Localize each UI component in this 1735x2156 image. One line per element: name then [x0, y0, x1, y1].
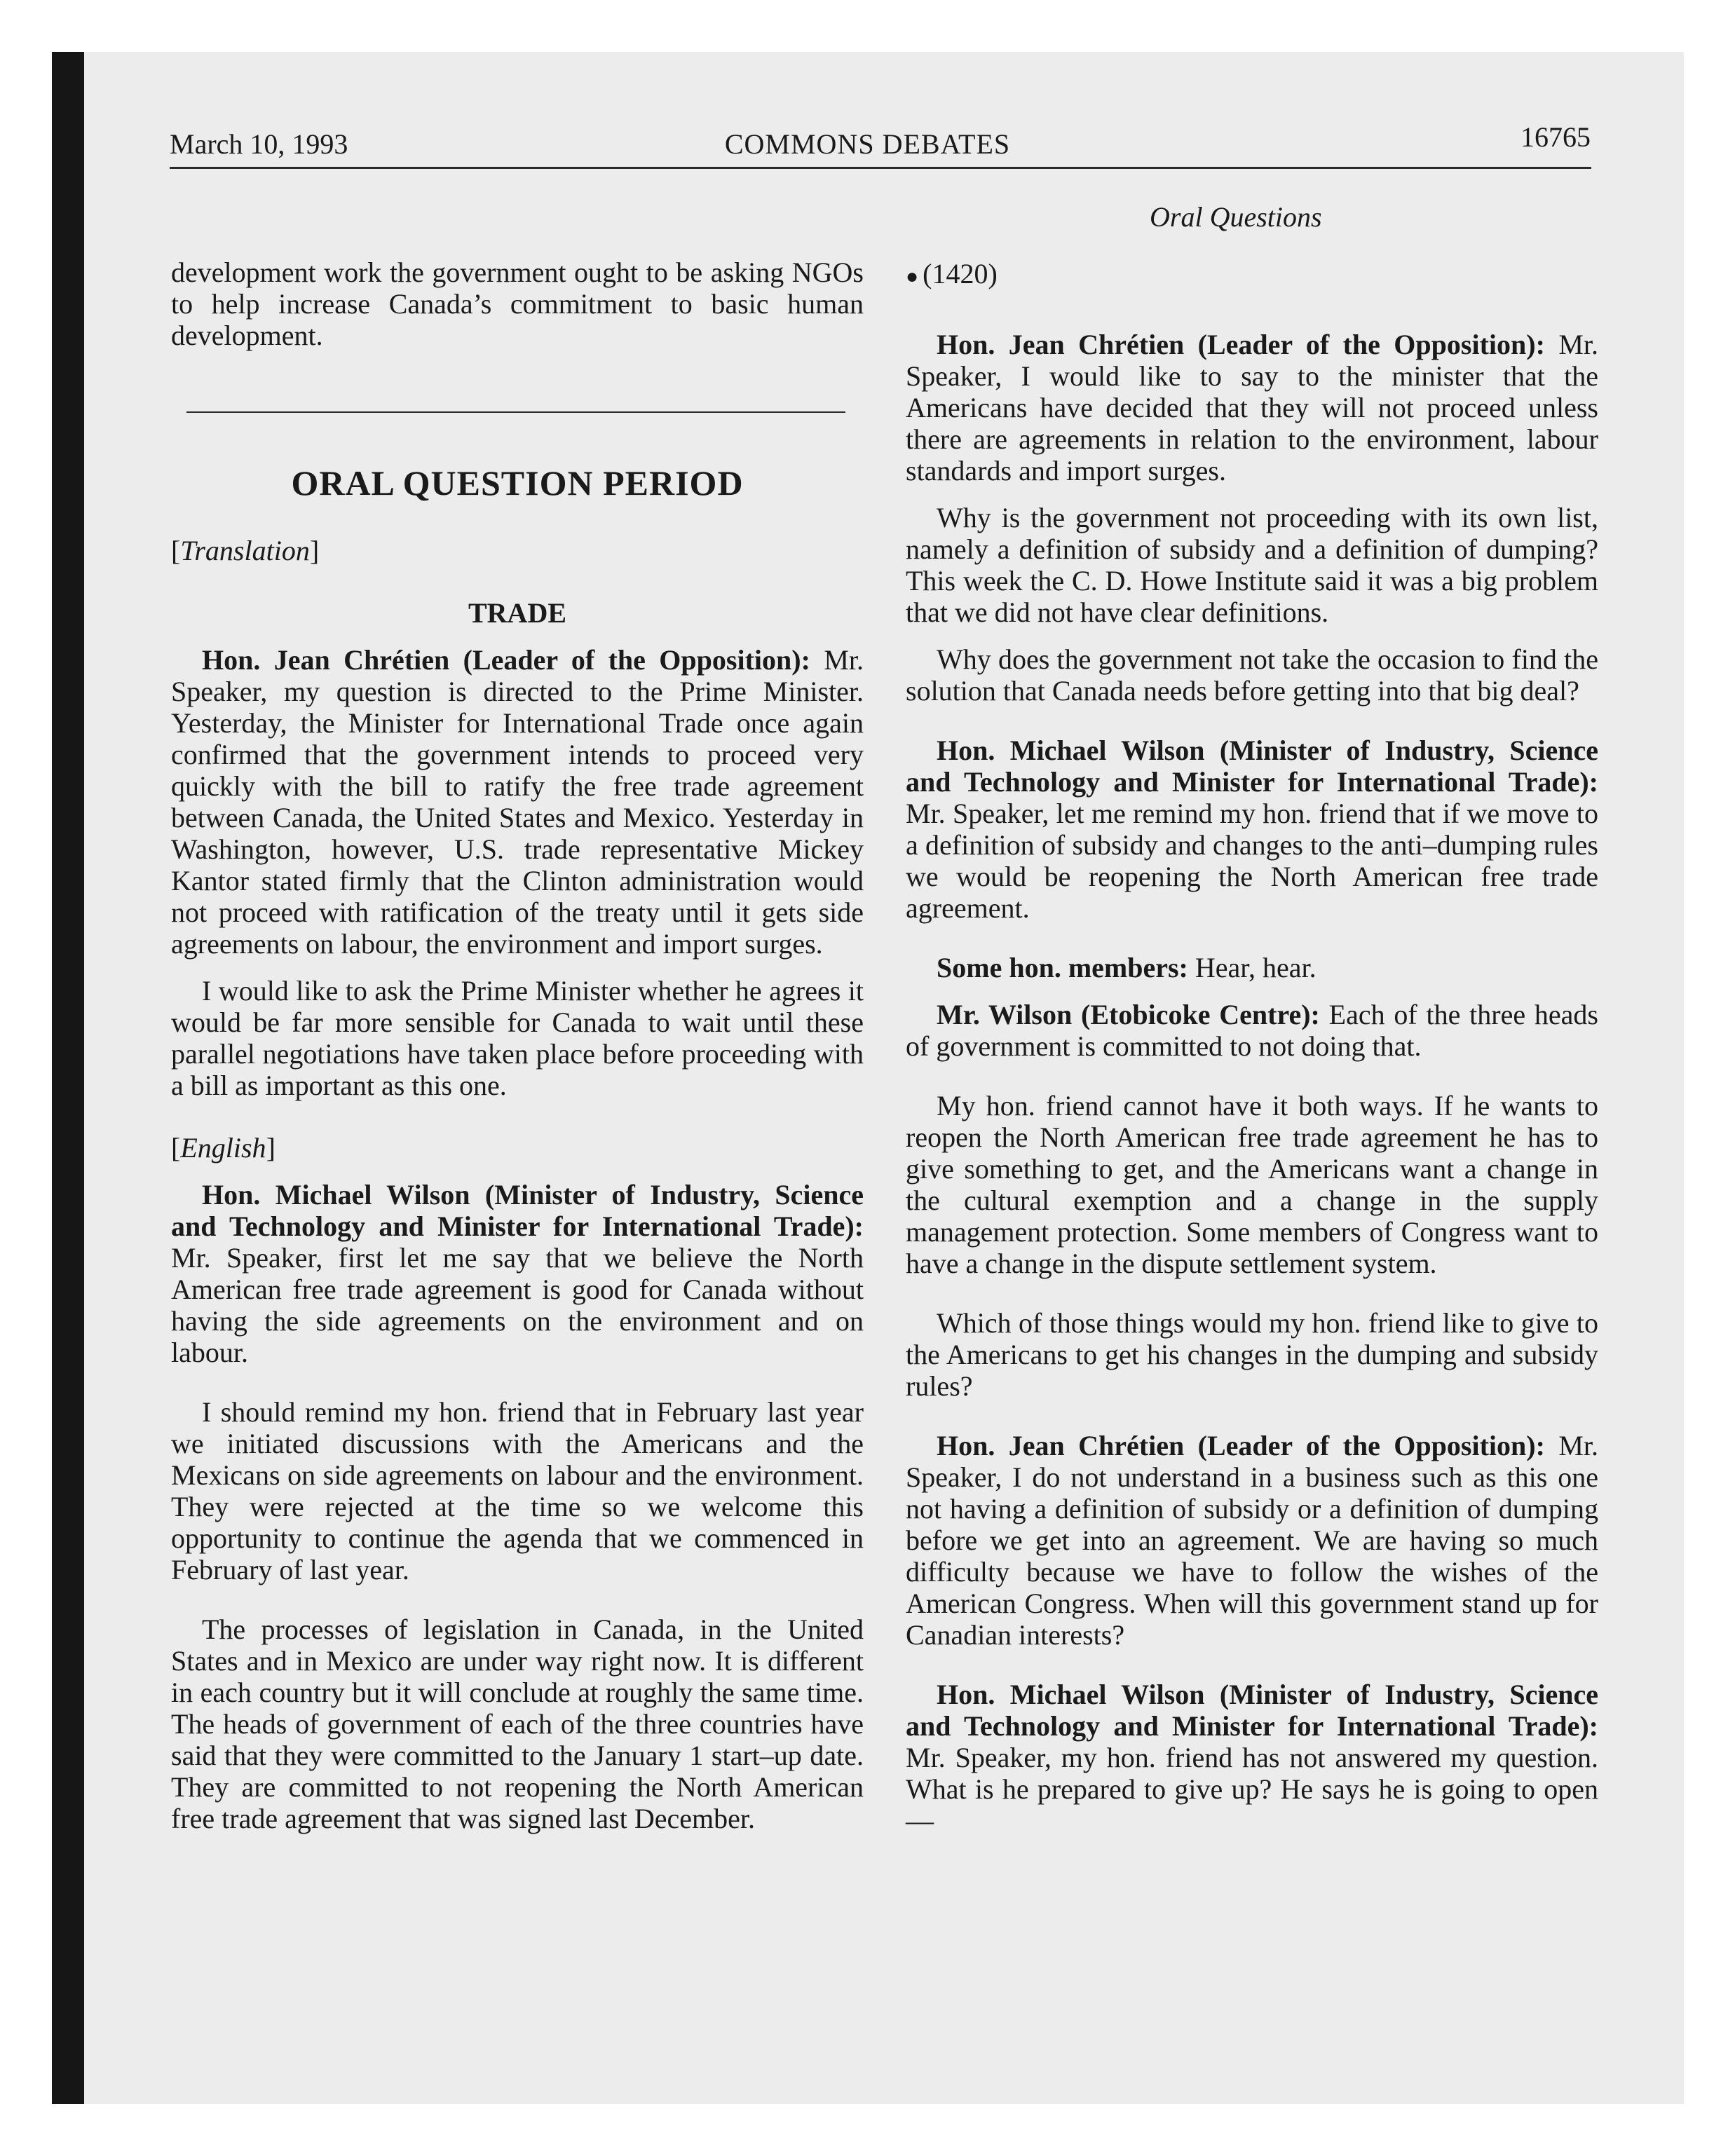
speech-paragraph: I would like to ask the Prime Minister whether he agrees it would be far more sensible for Canada to wait until these parallel negotiations have taken place before proceeding with a bill as important as this one.: [171, 975, 864, 1101]
bullet-icon: ●: [906, 265, 919, 288]
speech-paragraph: The processes of legislation in Canada, in the United States and in Mexico are under way right now. It is different in each country but it will conclude at roughly the same time. The heads of government of each of the three countries have said that they were committed to the January 1 start–up date. They are committed to not reopening the North American free trade agreement that was signed last December.: [171, 1613, 864, 1834]
speech-paragraph: [906, 952, 1598, 983]
section-divider: [186, 411, 845, 413]
speaker-name: Hon. Michael Wilson (Minister of Industry, Science and Technology and Minister for International Trade):: [906, 735, 1598, 798]
speech-text: Mr. Speaker, I would like to say to the minister that the Americans have decided that they will not proceed unless there are agreements in relation to the environment, labour standards and import surges.: [906, 329, 1598, 486]
speech-paragraph: [906, 329, 1598, 486]
speech-paragraph: My hon. friend cannot have it both ways. If he wants to reopen the North American free trade agreement he has to give something to get, and the Americans want a change in the cultural exemption and a change in the supply management protection. Some members of Congress want to have a change in the dispute settlement system.: [906, 1090, 1598, 1279]
speech-paragraph: Why does the government not take the occasion to find the solution that Canada needs before getting into that big deal?: [906, 643, 1598, 707]
speech-text: Each of the three heads of government is committed to not doing that.: [906, 999, 1598, 1062]
timestamp: [906, 258, 1598, 292]
speech-text: Mr. Speaker, let me remind my hon. friend that if we move to a definition of subsidy and changes to the anti–dumping rules we would be reopening the North American free trade agreement.: [906, 798, 1598, 924]
speech-paragraph: [906, 999, 1598, 1062]
right-column: [906, 257, 1598, 1836]
carryover-paragraph: development work the government ought to be asking NGOs to help increase Canada’s commitment to basic human development.: [171, 257, 864, 351]
speech-text: Mr. Speaker, first let me say that we believe the North American free trade agreement is good for Canada without having the side agreements on the environment and on labour.: [171, 1242, 864, 1368]
timestamp-text: (1420): [923, 258, 998, 289]
speaker-name: Hon. Michael Wilson (Minister of Industry, Science and Technology and Minister for International Trade):: [906, 1679, 1598, 1742]
column-header-oral-questions: Oral Questions: [1150, 201, 1322, 233]
speech-paragraph: [906, 1679, 1598, 1836]
speech-paragraph: [906, 735, 1598, 924]
section-title: ORAL QUESTION PERIOD: [291, 463, 744, 503]
speaker-name: Hon. Jean Chrétien (Leader of the Opposition):: [202, 644, 810, 676]
subheading-trade: TRADE: [468, 597, 567, 629]
header-journal-title: COMMONS DEBATES: [724, 128, 1011, 160]
speech-paragraph: Why is the government not proceeding with its own list, namely a definition of subsidy and a definition of dumping? This week the C. D. Howe Institute said it was a big problem that we did not have clear definitions.: [906, 502, 1598, 628]
language-note-text: Translation: [180, 535, 310, 566]
header-rule: [170, 167, 1591, 169]
binding-edge-shadow: [52, 52, 84, 2104]
speech-text: Hear, hear.: [1188, 952, 1316, 983]
left-column: [171, 257, 864, 1834]
speaker-name: Hon. Michael Wilson (Minister of Industry, Science and Technology and Minister for International Trade):: [171, 1179, 864, 1242]
speaker-name: Mr. Wilson (Etobicoke Centre):: [937, 999, 1320, 1030]
speech-text: Mr. Speaker, my hon. friend has not answered my question. What is he prepared to give up? He says he is going to open—: [906, 1742, 1598, 1836]
speech-text: Mr. Speaker, I do not understand in a business such as this one not having a definition of subsidy or a definition of dumping before we get into an agreement. We are having so much difficulty because we have to follow the wishes of the American Congress. When will this government stand up for Canadian interests?: [906, 1430, 1598, 1651]
speech-paragraph: I should remind my hon. friend that in February last year we initiated discussions with the Americans and the Mexicans on side agreements on labour and the environment. They were rejected at the time so we welcome this opportunity to continue the agenda that we commenced in February of last year.: [171, 1396, 864, 1585]
speaker-name: Hon. Jean Chrétien (Leader of the Opposition):: [937, 329, 1545, 360]
language-note-translation: [Translation]: [171, 535, 320, 566]
language-note-text: English: [180, 1132, 266, 1164]
speaker-name: Some hon. members:: [937, 952, 1188, 983]
speech-paragraph: [171, 644, 864, 960]
speech-paragraph: Which of those things would my hon. friend like to give to the Americans to get his changes in the dumping and subsidy rules?: [906, 1307, 1598, 1402]
speech-paragraph: [906, 1430, 1598, 1651]
language-note-english: [English]: [171, 1132, 275, 1164]
speaker-name: Hon. Jean Chrétien (Leader of the Opposition):: [937, 1430, 1545, 1461]
header-date: March 10, 1993: [170, 128, 348, 160]
header-page-number: 16765: [1520, 121, 1591, 153]
speech-paragraph: [171, 1179, 864, 1368]
speech-text: Mr. Speaker, my question is directed to the Prime Minister. Yesterday, the Minister for International Trade once again confirmed that the government intends to proceed very quickly with the bill to ratify the free trade agreement between Canada, the United States and Mexico. Yesterday in Washington, however, U.S. trade representative Mickey Kantor stated firmly that the Clinton administration would not proceed with ratification of the treaty until it gets side agreements on labour, the environment and import surges.: [171, 644, 864, 960]
